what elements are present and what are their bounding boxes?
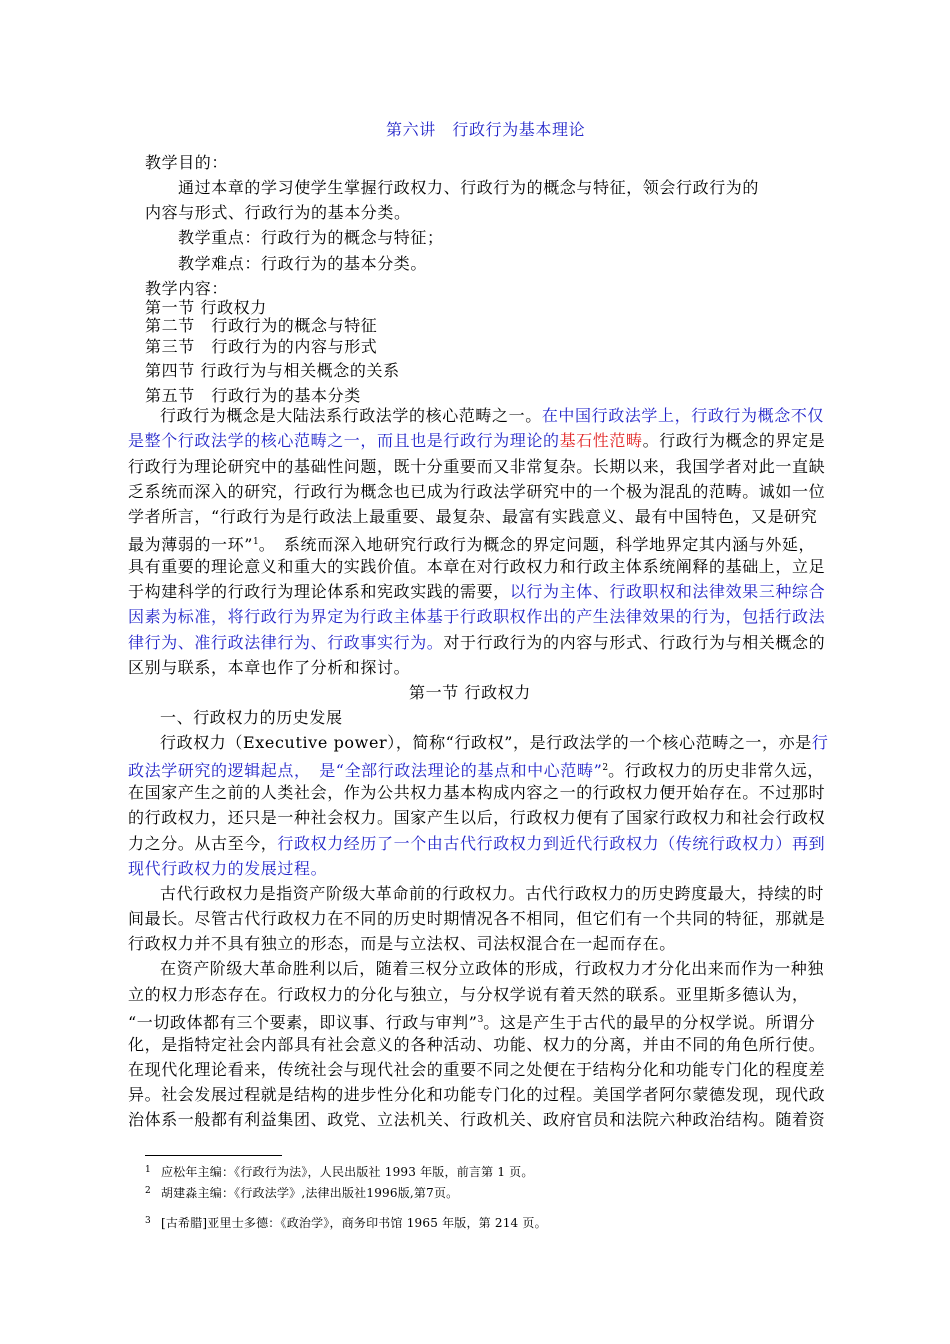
footnote <box>145 1183 458 1201</box>
paragraph-text: 行政权力（Executive power），简称“行政权”，是行政法学的一个核心范畴之一，亦是 <box>160 733 812 752</box>
paragraph-line: 在国家产生之前的人类社会，作为公共权力基本构成内容之一的行政权力便开始存在。不过那时 <box>128 783 826 802</box>
paragraph-text: 力之分。从古至今， <box>128 834 278 853</box>
intro-highlight-red: 基石性范畴 <box>559 431 643 450</box>
footnote-divider <box>145 1155 282 1156</box>
intro-line: 因素为标准，将行政行为界定为行政主体基于行政职权作出的产生法律效果的行为，包括行政法 <box>128 607 826 626</box>
intro-text: 。行政行为概念的界定是 <box>642 431 826 450</box>
intro-line <box>128 633 825 653</box>
paragraph-highlight: 政法学研究的逻辑起点， 是“全部行政法理论的基点和中心范畴” <box>128 761 603 780</box>
paragraph-line: 古代行政权力是指资产阶级大革命前的行政权力。古代行政权力的历史跨度最大，持续的时 <box>160 884 825 903</box>
page-title: 第六讲 行政行为基本理论 <box>386 120 586 139</box>
paragraph-line: 的行政权力，还只是一种社会权力。国家产生以后，行政权力便有了国家行政权力和社会行政权 <box>128 808 826 827</box>
intro-highlight: 以行为主体、行政职权和法律效果三种综合 <box>509 582 826 601</box>
paragraph-line <box>128 834 825 854</box>
footnote-number: 3 <box>145 1216 151 1226</box>
footnote-number: 2 <box>145 1186 151 1196</box>
intro-highlight: 律行为、准行政法律行为、行政事实行为。 <box>128 633 444 652</box>
paragraph-line <box>160 733 828 753</box>
paragraph-highlight: 行政权力经历了一个由古代行政权力到近代行政权力（传统行政权力）再到 <box>277 834 826 853</box>
intro-line: 学者所言，“行政行为是行政法上最重要、最复杂、最富有实践意义、最有中国特色，又是研究 <box>128 507 818 526</box>
section-list-item: 第三节 行政行为的内容与形式 <box>145 337 378 356</box>
paragraph-highlight: 行 <box>811 733 829 752</box>
intro-text: 行政行为概念是大陆法系行政法学的核心范畴之一。 <box>160 406 542 425</box>
content-label: 教学内容： <box>145 279 229 298</box>
objective-label: 教学目的： <box>145 153 229 172</box>
footnote-text: 胡建淼主编：《行政法学》,法律出版社1996版,第7页。 <box>160 1186 459 1200</box>
paragraph-line: 异。社会发展过程就是结构的进步性分化和功能专门化的过程。美国学者阿尔蒙德发现，现代政 <box>128 1085 826 1104</box>
paragraph-text: 。行政权力的历史非常久远， <box>608 761 824 780</box>
section-list-item: 第二节 行政行为的概念与特征 <box>145 316 378 335</box>
footnote-ref: 2 <box>602 763 609 773</box>
intro-line <box>128 431 825 451</box>
intro-text: 。 系统而深入地研究行政行为概念的界定问题，科学地界定其内涵与外延， <box>258 535 816 554</box>
section-list-item: 第五节 行政行为的基本分类 <box>145 386 361 405</box>
subheading: 一、行政权力的历史发展 <box>160 708 343 727</box>
footnote-ref: 3 <box>477 1015 484 1025</box>
paragraph-line: 间最长。尽管古代行政权力在不同的历史时期情况各不相同，但它们有一个共同的特征，那就是 <box>128 909 826 928</box>
intro-text: 对于行政行为的内容与形式、行政行为与相关概念的 <box>443 633 826 652</box>
paragraph-text: 。这是产生于古代的最早的分权学说。所谓分 <box>483 1013 816 1032</box>
footnote-number: 1 <box>145 1165 151 1175</box>
footnote <box>145 1213 547 1231</box>
paragraph-line <box>128 1010 815 1033</box>
paragraph-line: 在现代化理论看来，传统社会与现代社会的重要不同之处便在于结构分化和功能专门化的程度差 <box>128 1060 826 1079</box>
intro-line: 具有重要的理论意义和重大的实践价值。本章在对行政权力和行政主体系统阐释的基础上，立足 <box>128 557 826 576</box>
paragraph-line <box>128 758 824 781</box>
paragraph-line: 行政权力并不具有独立的形态，而是与立法权、司法权混合在一起而存在。 <box>128 934 676 953</box>
objective-text-line: 通过本章的学习使学生掌握行政权力、行政行为的概念与特征，领会行政行为的 <box>178 178 760 197</box>
objective-text-line: 内容与形式、行政行为的基本分类。 <box>145 203 411 222</box>
section-list-item: 第一节 行政权力 <box>145 298 267 317</box>
paragraph-line: 在资产阶级大革命胜利以后，随着三权分立政体的形成，行政权力才分化出来而作为一种独 <box>160 959 825 978</box>
section-list-item: 第四节 行政行为与相关概念的关系 <box>145 361 400 380</box>
key-point: 教学重点：行政行为的概念与特征； <box>178 228 444 247</box>
footnote <box>145 1162 534 1180</box>
paragraph-line: 现代行政权力的发展过程。 <box>128 859 328 878</box>
intro-highlight: 在中国行政法学上，行政行为概念不仅 <box>541 406 825 425</box>
footnote-text: 应松年主编：《行政行为法》，人民出版社 1993 年版，前言第 1 页。 <box>160 1165 534 1179</box>
section-heading: 第一节 行政权力 <box>409 683 531 702</box>
intro-line <box>128 532 815 555</box>
intro-text: 于构建科学的行政行为理论体系和宪政实践的需要， <box>128 582 510 601</box>
difficulty: 教学难点：行政行为的基本分类。 <box>178 254 428 273</box>
paragraph-line: 化，是指特定社会内部具有社会意义的各种活动、功能、权力的分离，并由不同的角色所行使。 <box>128 1035 826 1054</box>
intro-highlight: 是整个行政法学的核心范畴之一，而且也是行政行为理论的 <box>128 431 560 450</box>
paragraph-line: 治体系一般都有利益集团、政党、立法机关、行政机关、政府官员和法院六种政治结构。随着资 <box>128 1110 826 1129</box>
intro-text: 最为薄弱的一环” <box>128 535 253 554</box>
intro-line: 乏系统而深入的研究，行政行为概念也已成为行政法学研究中的一个极为混乱的范畴。诚如一位 <box>128 482 826 501</box>
intro-line: 行政行为理论研究中的基础性问题，既十分重要而又非常复杂。长期以来，我国学者对此一直缺 <box>128 457 826 476</box>
footnote-text: [古希腊]亚里士多德：《政治学》，商务印书馆 1965 年版，第 214 页。 <box>160 1216 547 1230</box>
intro-line <box>160 406 824 426</box>
intro-line: 区别与联系，本章也作了分析和探讨。 <box>128 658 411 677</box>
paragraph-text: “一切政体都有三个要素，即议事、行政与审判” <box>128 1013 478 1032</box>
footnote-ref: 1 <box>252 537 259 547</box>
intro-line <box>128 582 825 602</box>
paragraph-line: 立的权力形态存在。行政权力的分化与独立，与分权学说有着天然的联系。亚里斯多德认为， <box>128 985 809 1004</box>
